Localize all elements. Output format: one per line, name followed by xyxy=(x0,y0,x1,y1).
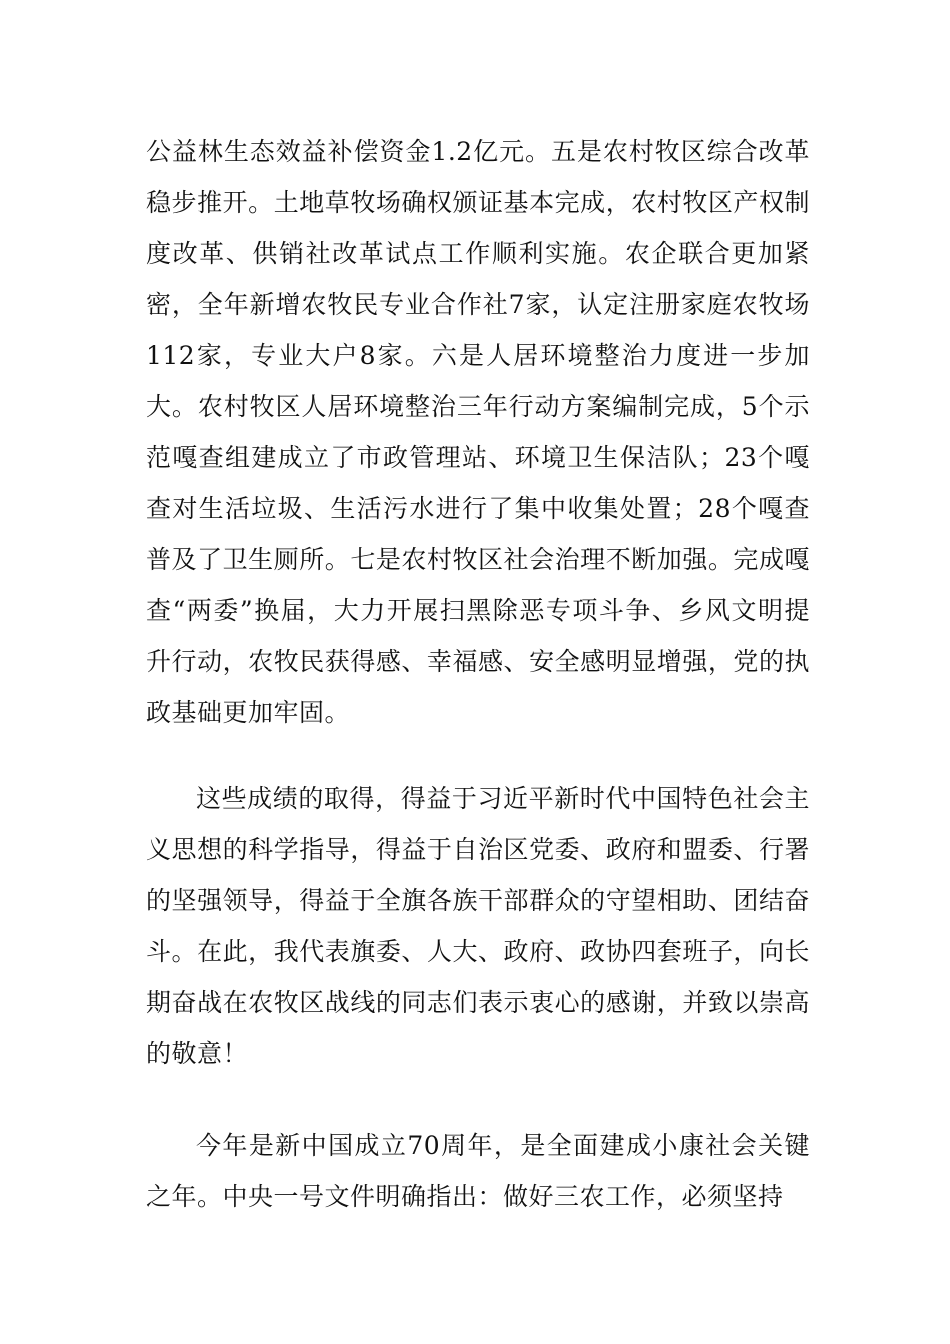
body-paragraph-rural-reform-achievements: 公益林生态效益补偿资金1.2亿元。五是农村牧区综合改革稳步推开。土地草牧场确权颁证基本完成，农村牧区产权制度改革、供销社改革试点工作顺利实施。农企联合更加紧密，全年新增农牧民专业合作社7家，认定注册家庭农牧场112家，专业大户8家。六是人居环境整治力度进一步加大。农村牧区人居环境整治三年行动方案编制完成，5个示范嘎查组建成立了市政管理站、环境卫生保洁队；23个嘎查对生活垃圾、生活污水进行了集中收集处置；28个嘎查普及了卫生厕所。七是农村牧区社会治理不断加强。完成嘎查“两委”换届，大力开展扫黑除恶专项斗争、乡风文明提升行动，农牧民获得感、幸福感、安全感明显增强，党的执政基础更加牢固。 xyxy=(146,137,810,727)
body-paragraph-anniversary-year: 今年是新中国成立70周年，是全面建成小康社会关键之年。中央一号文件明确指出：做好三农工作，必须坚持 xyxy=(146,1131,810,1211)
body-paragraph-acknowledgements: 这些成绩的取得，得益于习近平新时代中国特色社会主义思想的科学指导，得益于自治区党委、政府和盟委、行署的坚强领导，得益于全旗各族干部群众的守望相助、团结奋斗。在此，我代表旗委、人大、政府、政协四套班子，向长期奋战在农牧区战线的同志们表示衷心的感谢，并致以崇高的敬意！ xyxy=(146,784,810,1068)
